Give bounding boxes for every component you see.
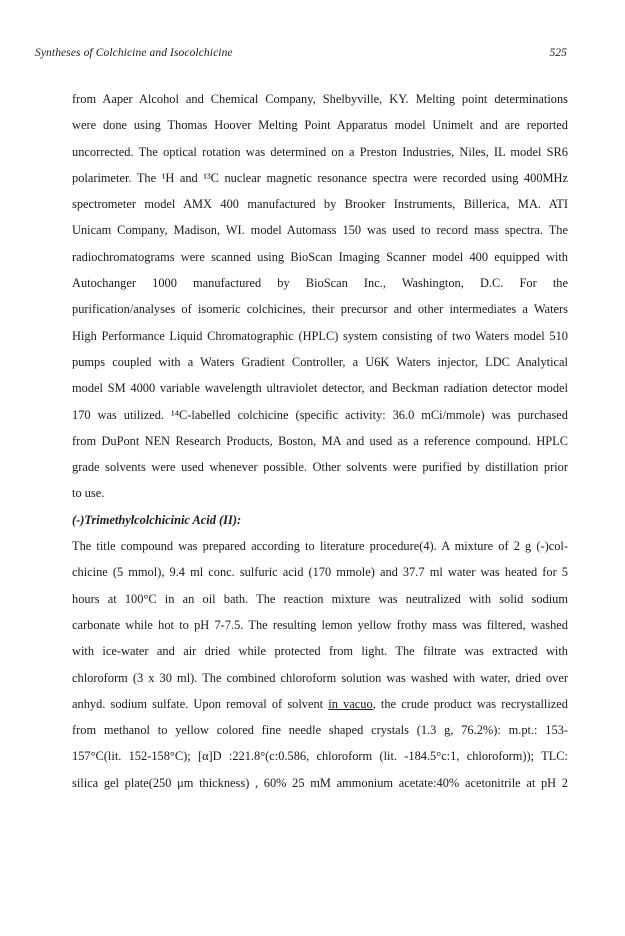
- text-line: Unicam Company, Madison, WI. model Automass 150 was used to record mass spectra. The: [72, 223, 568, 238]
- text-line: with ice-water and air dried while protected from light. The filtrate was extracted with: [72, 644, 568, 659]
- text-line: uncorrected. The optical rotation was determined on a Preston Industries, Niles, IL model SR6: [72, 144, 568, 159]
- text-line: High Performance Liquid Chromatographic (HPLC) system consisting of two Waters model 510: [72, 328, 568, 343]
- section-heading: (-)Trimethylcolchicinic Acid (II):: [72, 512, 242, 527]
- text-line: polarimeter. The ¹H and ¹³C nuclear magnetic resonance spectra were recorded using 400MHz: [72, 170, 568, 185]
- text-line: to use.: [72, 486, 105, 501]
- text-line: from Aaper Alcohol and Chemical Company, Shelbyville, KY. Melting point determinations: [72, 92, 568, 106]
- text-line: [72, 691, 568, 717]
- running-title: Syntheses of Colchicine and Isocolchicine: [35, 47, 233, 59]
- text-line: radiochromatograms were scanned using BioScan Imaging Scanner model 400 equipped with: [72, 249, 568, 264]
- text-line: grade solvents were used whenever possible. Other solvents were purified by distillation prior: [72, 460, 568, 475]
- text-line: silica gel plate(250 μm thickness) , 60% 25 mM ammonium acetate:40% acetonitrile at pH 2: [72, 775, 568, 790]
- running-header: [35, 47, 567, 63]
- text-line: model SM 4000 variable wavelength ultraviolet detector, and Beckman radiation detector model: [72, 381, 568, 396]
- text-line: chicine (5 mmol), 9.4 ml conc. sulfuric acid (170 mmole) and 37.7 ml water was heated for 5: [72, 565, 568, 580]
- text-line: spectrometer model AMX 400 manufactured by Brooker Instruments, Billerica, MA. ATI: [72, 197, 568, 212]
- text-line: from DuPont NEN Research Products, Boston, MA and used as a reference compound. HPLC: [72, 433, 568, 448]
- text-line: 157°C(lit. 152-158°C); [α]D :221.8°(c:0.586, chloroform (lit. -184.5°c:1, chloroform)); TLC:: [72, 749, 568, 764]
- in-vacuo-term: in vacuo: [328, 696, 373, 711]
- text-line: hours at 100°C in an oil bath. The reaction mixture was neutralized with solid sodium: [72, 591, 568, 606]
- text-segment: anhyd. sodium sulfate. Upon removal of solvent: [72, 696, 329, 711]
- text-line: Autochanger 1000 manufactured by BioScan Inc., Washington, D.C. For the: [72, 276, 568, 291]
- text-line: pumps coupled with a Waters Gradient Controller, a U6K Waters injector, LDC Analytical: [72, 354, 568, 369]
- body-text: [72, 86, 568, 796]
- text-line: purification/analyses of isomeric colchicines, their precursor and other intermediates a Waters: [72, 302, 568, 317]
- text-line: carbonate while hot to pH 7-7.5. The resulting lemon yellow frothy mass was filtered, washed: [72, 617, 568, 632]
- page-number: 525: [549, 47, 567, 59]
- text-segment: , the crude product was recrystallized: [372, 696, 568, 711]
- text-line: chloroform (3 x 30 ml). The combined chloroform solution was washed with water, dried over: [72, 670, 568, 685]
- text-line: from methanol to yellow colored fine needle shaped crystals (1.3 g, 76.2%): m.pt.: 153-: [72, 723, 568, 738]
- text-line: The title compound was prepared according to literature procedure(4). A mixture of 2 g (-)col-: [72, 539, 568, 554]
- text-line: 170 was utilized. ¹⁴C-labelled colchicine (specific activity: 36.0 mCi/mmole) was purchased: [72, 407, 568, 422]
- text-line: were done using Thomas Hoover Melting Point Apparatus model Unimelt and are reported: [72, 118, 568, 133]
